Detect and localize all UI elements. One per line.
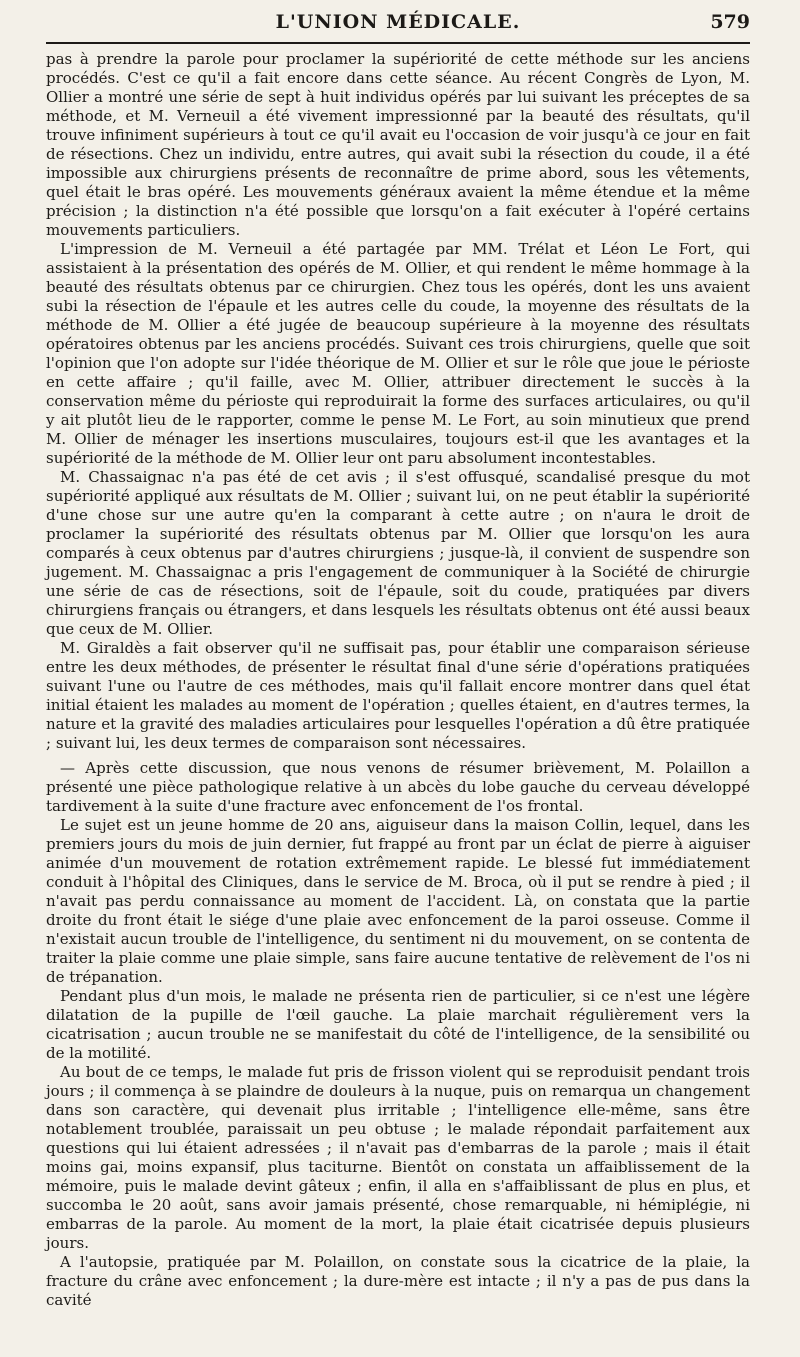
paragraph: L'impression de M. Verneuil a été partagée par MM. Trélat et Léon Le Fort, qui assistaient à la présentation des opérés de M. Ollier, et qui rendent le même hommage à la beauté des résultats obtenus par ce chirurgien. Chez tous les opérés, dont les uns avaient subi la résection de l'épaule et les autres celle du coude, la moyenne des résultats de la méthode de M. Ollier a été jugée de beaucoup supérieure à la moyenne des résultats opératoires obtenus par les anciens procédés. Suivant ces trois chirurgiens, quelle que soit l'opinion que l'on adopte sur l'idée théorique de M. Ollier et sur le rôle que joue le périoste en cette affaire ; qu'il faille, avec M. Ollier, attribuer directement le succès à la conservation même du périoste qui reproduirait la forme des surfaces articulaires, ou qu'il y ait plutôt lieu de le rapporter, comme le pense M. Le Fort, au soin minutieux que prend M. Ollier de ménager les insertions musculaires, toujours est-il que les avantages et la supériorité de la méthode de M. Ollier leur ont paru absolument incontestables.: [46, 240, 750, 467]
paragraph: Le sujet est un jeune homme de 20 ans, aiguiseur dans la maison Collin, lequel, dans les premiers jours du mois de juin dernier, fut frappé au front par un éclat de pierre à aiguiser animée d'un mouvement de rotation extrêmement rapide. Le blessé fut immédiatement conduit à l'hôpital des Cliniques, dans le service de M. Broca, où il put se rendre à pied ; il n'avait pas perdu connaissance au moment de l'accident. Là, on constata que la partie droite du front était le siége d'une plaie avec enfoncement de la paroi osseuse. Comme il n'existait aucun trouble de l'intelligence, du sentiment ni du mouvement, on se contenta de traiter la plaie comme une plaie simple, sans faire aucune tentative de relèvement de l'os ni de trépanation.: [46, 816, 750, 986]
header-rule: [46, 42, 750, 44]
paragraph: Pendant plus d'un mois, le malade ne présenta rien de particulier, si ce n'est une légère dilatation de la pupille de l'œil gauche. La plaie marchait régulièrement vers la cicatrisation ; aucun trouble ne se manifestait du côté de l'intelligence, de la sensibilité ou de la motilité.: [46, 987, 750, 1062]
paragraph: Au bout de ce temps, le malade fut pris de frisson violent qui se reproduisit pendant trois jours ; il commença à se plaindre de douleurs à la nuque, puis on remarqua un changement dans son caractère, qui devenait plus irritable ; l'intelligence elle-même, sans être notablement troublée, paraissait un peu obtuse ; le malade répondait parfaitement aux questions qui lui étaient adressées ; il n'avait pas d'embarras de la parole ; mais il était moins gai, moins expansif, plus taciturne. Bientôt on constata un affaiblissement de la mémoire, puis le malade devint gâteux ; enfin, il alla en s'affaiblissant de plus en plus, et succomba le 20 août, sans avoir jamais présenté, chose remarquable, ni hémiplégie, ni embarras de la parole. Au moment de la mort, la plaie était cicatrisée depuis plusieurs jours.: [46, 1063, 750, 1252]
article-body: [46, 50, 750, 1310]
paragraph: A l'autopsie, pratiquée par M. Polaillon, on constate sous la cicatrice de la plaie, la fracture du crâne avec enfoncement ; la dure-mère est intacte ; il n'y a pas de pus dans la cavité: [46, 1253, 750, 1309]
paragraph: — Après cette discussion, que nous venons de résumer brièvement, M. Polaillon a présenté une pièce pathologique relative à un abcès du lobe gauche du cerveau développé tardivement à la suite d'une fracture avec enfoncement de l'os frontal.: [46, 759, 750, 815]
page-number: 579: [710, 11, 750, 33]
paragraph: M. Giraldès a fait observer qu'il ne suffisait pas, pour établir une comparaison sérieuse entre les deux méthodes, de présenter le résultat final d'une série d'opérations pratiquées suivant l'une ou l'autre de ces méthodes, mais qu'il fallait encore montrer dans quel état initial étaient les malades au moment de l'opération ; quelles étaient, en d'autres termes, la nature et la gravité des maladies articulaires pour lesquelles l'opération a dû être pratiquée ; suivant lui, les deux termes de comparaison sont nécessaires.: [46, 639, 750, 752]
journal-title: L'UNION MÉDICALE.: [275, 11, 521, 33]
running-head: [46, 0, 750, 40]
paragraph: M. Chassaignac n'a pas été de cet avis ; il s'est offusqué, scandalisé presque du mot supériorité appliqué aux résultats de M. Ollier ; suivant lui, on ne peut établir la supériorité d'une chose sur une autre qu'en la comparant à cette autre ; on n'aura le droit de proclamer la supériorité des résultats obtenus par M. Ollier que lorsqu'on les aura comparés à ceux obtenus par d'autres chirurgiens ; jusque-là, il convient de suspendre son jugement. M. Chassaignac a pris l'engagement de communiquer à la Société de chirurgie une série de cas de résections, soit de l'épaule, soit du coude, pratiquées par divers chirurgiens français ou étrangers, et dans lesquels les résultats obtenus ont été aussi beaux que ceux de M. Ollier.: [46, 468, 750, 638]
paragraph: pas à prendre la parole pour proclamer la supériorité de cette méthode sur les anciens procédés. C'est ce qu'il a fait encore dans cette séance. Au récent Congrès de Lyon, M. Ollier a montré une série de sept à huit individus opérés par lui suivant les préceptes de sa méthode, et M. Verneuil a été vivement impressionné par la beauté des résultats, qu'il trouve infiniment supérieurs à tout ce qu'il avait eu l'occasion de voir jusqu'à ce jour en fait de résections. Chez un individu, entre autres, qui avait subi la résection du coude, il a été impossible aux chirurgiens présents de reconnaître de prime abord, sous les vêtements, quel était le bras opéré. Les mouvements généraux avaient la même étendue et la même précision ; la distinction n'a été possible que lorsqu'on a fait exécuter à l'opéré certains mouvements particuliers.: [46, 50, 750, 239]
